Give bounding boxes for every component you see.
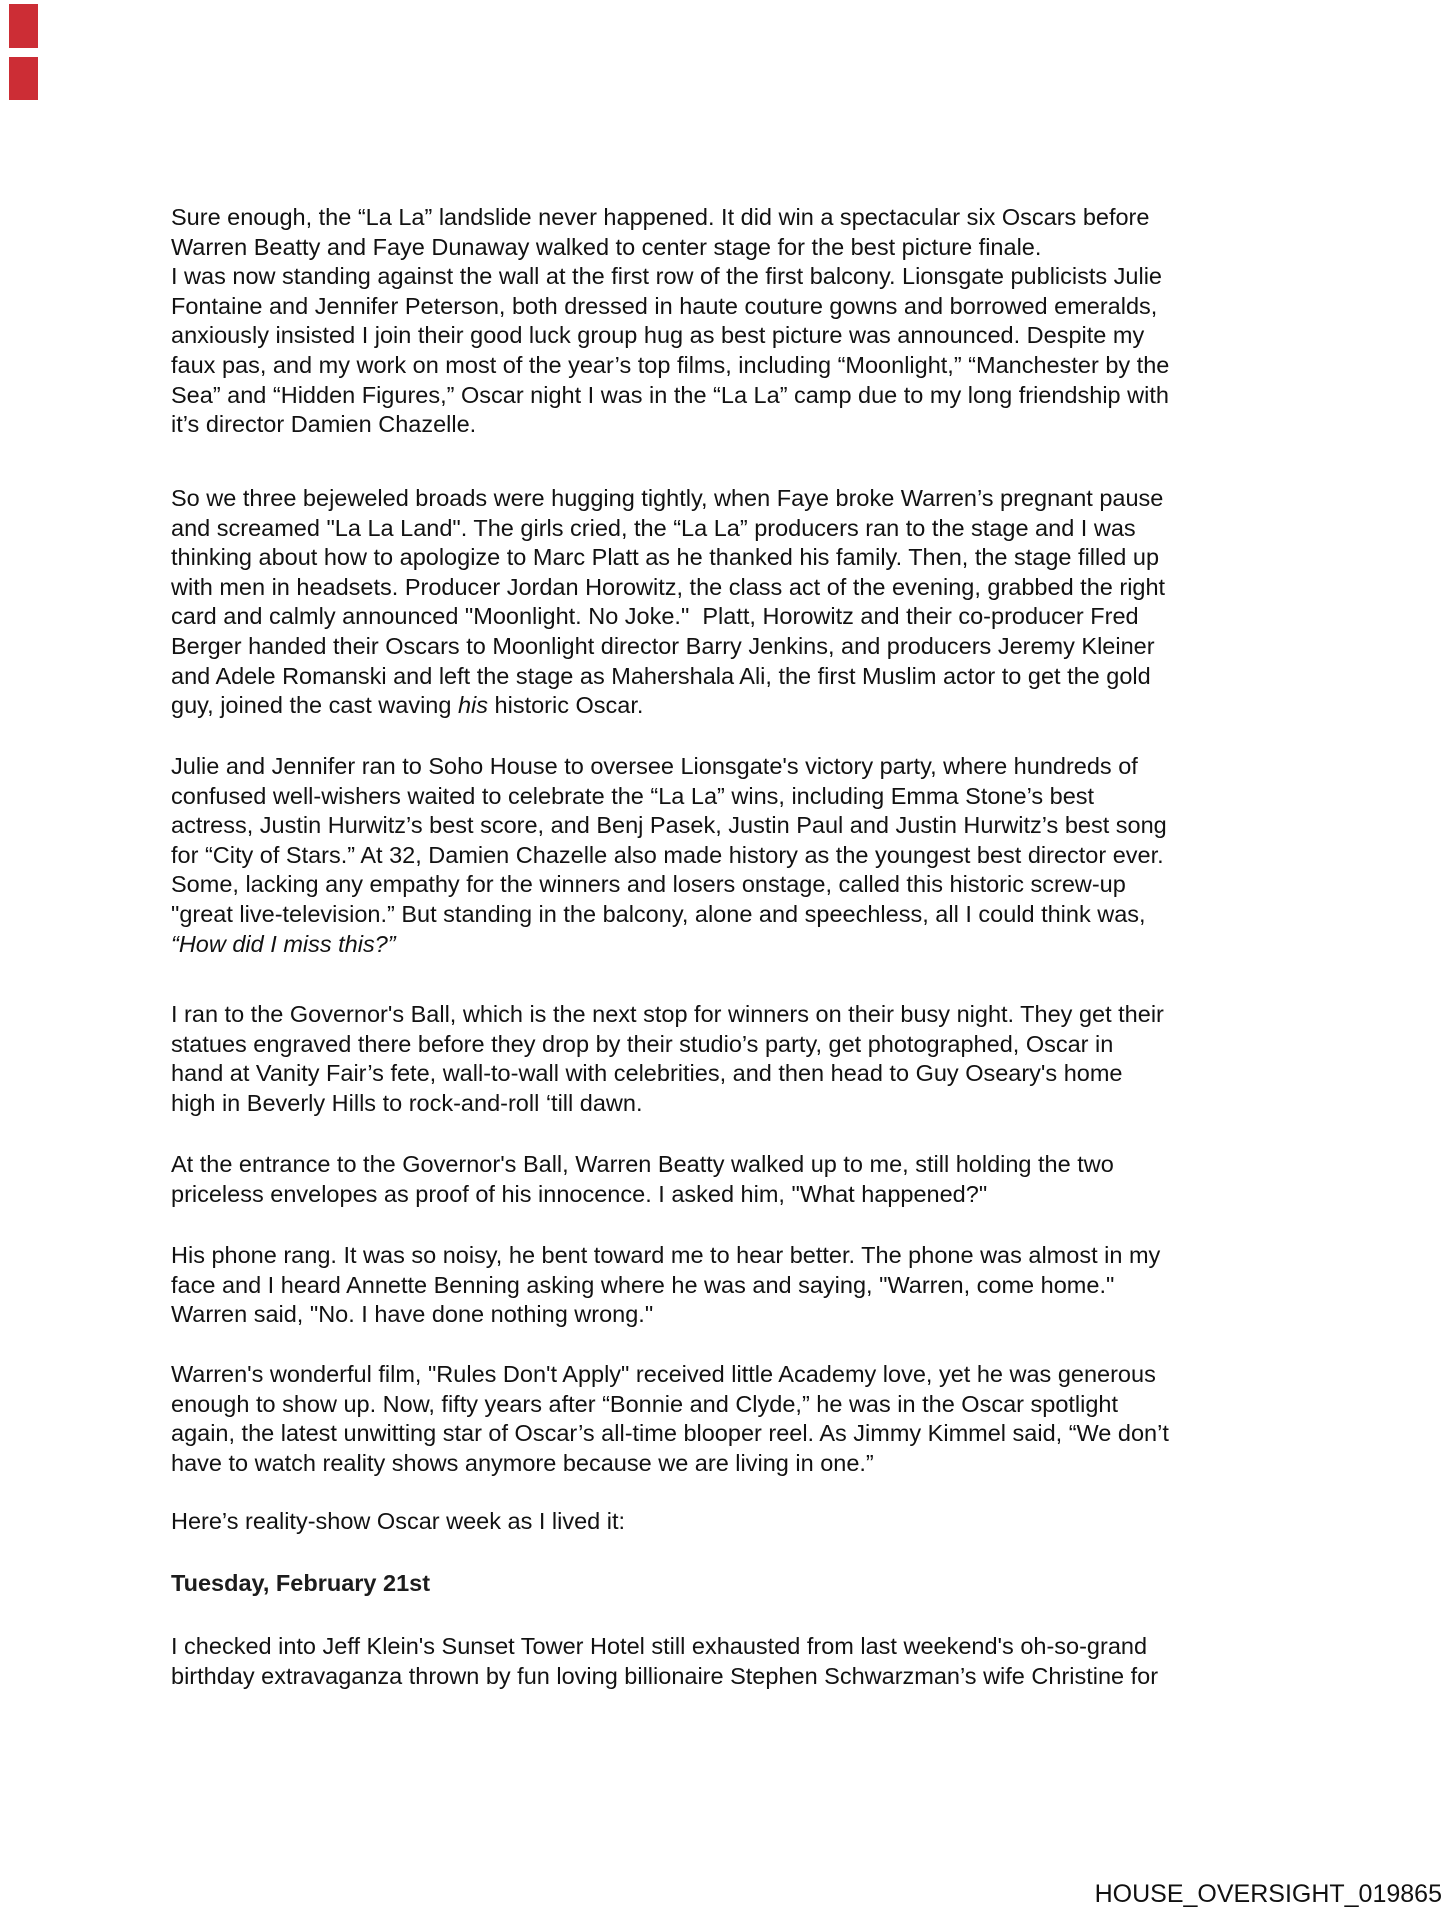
text-line: again, the latest unwitting star of Oscar’s all-time blooper reel. As Jimmy Kimmel said, “We don’t: [171, 1420, 1169, 1447]
text-line: Warren's wonderful film, "Rules Don't Apply" received little Academy love, yet he was generous: [171, 1361, 1156, 1387]
italic-text-segment: his: [457, 692, 489, 719]
paragraph-governors-ball: [171, 1000, 1351, 1118]
text-line: Warren Beatty and Faye Dunaway walked to center stage for the best picture finale.: [171, 233, 1042, 260]
paragraph-lead-in: [171, 1507, 1351, 1537]
text-line: confused well-wishers waited to celebrate the “La La” wins, including Emma Stone’s best: [171, 782, 1095, 809]
text-line: for “City of Stars.” At 32, Damien Chazelle also made history as the youngest best director ever.: [171, 841, 1164, 868]
text-line: I ran to the Governor's Ball, which is the next stop for winners on their busy night. They get their: [171, 1001, 1164, 1027]
text-line: enough to show up. Now, fifty years after “Bonnie and Clyde,” he was in the Oscar spotlight: [171, 1390, 1119, 1417]
text-line: Sea” and “Hidden Figures,” Oscar night I was in the “La La” camp due to my long friendship with: [171, 381, 1169, 408]
text-line: high in Beverly Hills to rock-and-roll ‘till dawn.: [171, 1089, 643, 1116]
text-line: birthday extravaganza thrown by fun loving billionaire Stephen Schwarzman’s wife Christine for: [171, 1662, 1159, 1689]
text-line: with men in headsets. Producer Jordan Horowitz, the class act of the evening, grabbed the right: [171, 573, 1166, 600]
text-line: it’s director Damien Chazelle.: [171, 411, 477, 438]
text-line: So we three bejeweled broads were hugging tightly, when Faye broke Warren’s pregnant pause: [171, 485, 1164, 511]
text-line: have to watch reality shows anymore because we are living in one.”: [171, 1449, 874, 1476]
paragraph-sunset-tower: [171, 1632, 1351, 1691]
heading-text: Tuesday, February 21st: [171, 1570, 431, 1596]
text-line: [171, 691, 1351, 721]
text-line: thinking about how to apologize to Marc Platt as he thanked his family. Then, the stage filled up: [171, 544, 1160, 571]
text-line: statues engraved there before they drop by their studio’s party, get photographed, Oscar in: [171, 1030, 1114, 1057]
paragraph-rules-dont-apply: [171, 1360, 1351, 1478]
text-segment: guy, joined the cast waving: [171, 692, 458, 719]
text-line: His phone rang. It was so noisy, he bent toward me to hear better. The phone was almost in my: [171, 1242, 1161, 1268]
paragraph-warren-entrance: [171, 1150, 1351, 1209]
text-line: Berger handed their Oscars to Moonlight director Barry Jenkins, and producers Jeremy Kleiner: [171, 632, 1155, 659]
red-stamp-mark-top: [9, 4, 38, 48]
paragraph-soho-house: [171, 752, 1351, 959]
text-line: Fontaine and Jennifer Peterson, both dressed in haute couture gowns and borrowed emeralds,: [171, 292, 1158, 319]
text-line: I was now standing against the wall at the first row of the first balcony. Lionsgate publicists Julie: [171, 263, 1162, 290]
text-line: actress, Justin Hurwitz’s best score, and Benj Pasek, Justin Paul and Justin Hurwitz’s best song: [171, 812, 1167, 839]
section-heading-tuesday: [171, 1569, 1351, 1599]
paragraph-phone-call: [171, 1241, 1351, 1330]
bates-number: HOUSE_OVERSIGHT_019865: [1094, 1880, 1442, 1908]
text-line: face and I heard Annette Benning asking where he was and saying, "Warren, come home.": [171, 1271, 1115, 1298]
text-line: At the entrance to the Governor's Ball, Warren Beatty walked up to me, still holding the two: [171, 1151, 1114, 1177]
paragraph-best-picture-mixup: [171, 484, 1351, 721]
text-line: hand at Vanity Fair’s fete, wall-to-wall with celebrities, and then head to Guy Oseary's home: [171, 1060, 1123, 1087]
text-line: Here’s reality-show Oscar week as I lived it:: [171, 1508, 626, 1534]
text-line: I checked into Jeff Klein's Sunset Tower Hotel still exhausted from last weekend's oh-so-grand: [171, 1633, 1148, 1659]
text-line: "great live-television.” But standing in the balcony, alone and speechless, all I could think was,: [171, 900, 1146, 927]
text-line: Warren said, "No. I have done nothing wrong.": [171, 1301, 654, 1328]
text-line: Julie and Jennifer ran to Soho House to oversee Lionsgate's victory party, where hundreds of: [171, 753, 1138, 779]
red-stamp-mark-bottom: [9, 57, 38, 100]
text-line: faux pas, and my work on most of the year’s top films, including “Moonlight,” “Manchester by the: [171, 351, 1170, 378]
text-line: Sure enough, the “La La” landslide never happened. It did win a spectacular six Oscars before: [171, 204, 1150, 230]
text-line: and Adele Romanski and left the stage as Mahershala Ali, the first Muslim actor to get the gold: [171, 662, 1151, 689]
text-line: priceless envelopes as proof of his innocence. I asked him, "What happened?": [171, 1180, 988, 1207]
text-segment: historic Oscar.: [488, 692, 644, 719]
text-line: anxiously insisted I join their good luck group hug as best picture was announced. Despite my: [171, 322, 1145, 349]
text-line: and screamed "La La Land". The girls cried, the “La La” producers ran to the stage and I was: [171, 514, 1136, 541]
text-line: card and calmly announced "Moonlight. No Joke." Platt, Horowitz and their co-producer Fred: [171, 603, 1139, 630]
italic-text-line: “How did I miss this?”: [171, 930, 396, 957]
paragraph-intro: [171, 203, 1351, 440]
text-line: Some, lacking any empathy for the winners and losers onstage, called this historic screw-up: [171, 871, 1126, 898]
